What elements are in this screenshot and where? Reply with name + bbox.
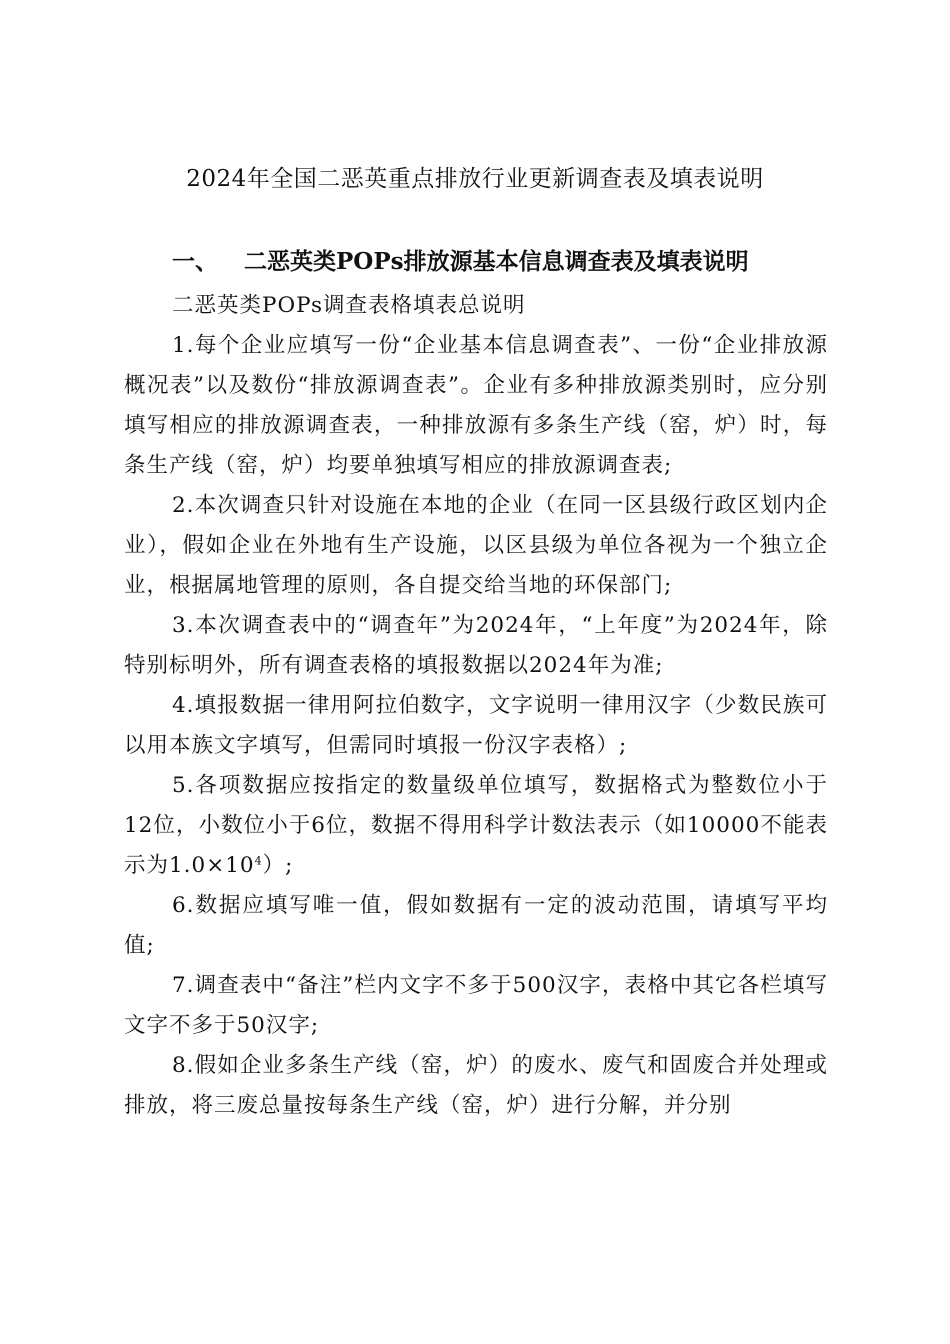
document-title: 2024年全国二恶英重点排放行业更新调查表及填表说明 [186,166,764,192]
section-title: 二恶英类POPs排放源基本信息调查表及填表说明 [244,248,749,275]
instruction-item-1: 1.每个企业应填写一份“企业基本信息调查表”、一份“企业排放源概况表”以及数份“排放源调查表”。企业有多种排放源类别时，应分别填写相应的排放源调查表，一种排放源有多条生产线（窑，炉）时，每条生产线（窑，炉）均要单独填写相应的排放源调查表; [124,333,828,478]
instruction-item-7: 7.调查表中“备注”栏内文字不多于500汉字，表格中其它各栏填写文字不多于50汉字; [124,973,828,1038]
instruction-item-4: 4.填报数据一律用阿拉伯数字，文字说明一律用汉字（少数民族可以用本族文字填写，但需同时填报一份汉字表格）; [124,693,828,758]
section-number: 一、 [172,248,218,275]
item-5-text: 5.各项数据应按指定的数量级单位填写，数据格式为整数位小于12位，小数位小于6位，数据不得用科学计数法表示（如10000不能表示为1.0×10 [124,773,828,878]
instruction-item-8: 8.假如企业多条生产线（窑，炉）的废水、废气和固废合并处理或排放，将三废总量按每条生产线（窑，炉）进行分解，并分别 [124,1053,828,1118]
instruction-item-5 [124,766,828,886]
subtitle: 二恶英类POPs调查表格填表总说明 [172,293,526,318]
instruction-item-2: 2.本次调查只针对设施在本地的企业（在同一区县级行政区划内企业），假如企业在外地有生产设施，以区县级为单位各视为一个独立企业，根据属地管理的原则，各自提交给当地的环保部门; [124,493,828,598]
instruction-item-6: 6.数据应填写唯一值，假如数据有一定的波动范围，请填写平均值; [124,893,828,958]
item-5-text-end: ）; [262,853,294,878]
section-heading [172,245,749,279]
instruction-item-3: 3.本次调查表中的“调查年”为2024年，“上年度”为2024年，除特别标明外，所有调查表格的填报数据以2024年为准; [124,613,828,678]
exponent: 4 [254,854,263,868]
document-body [124,286,828,1126]
